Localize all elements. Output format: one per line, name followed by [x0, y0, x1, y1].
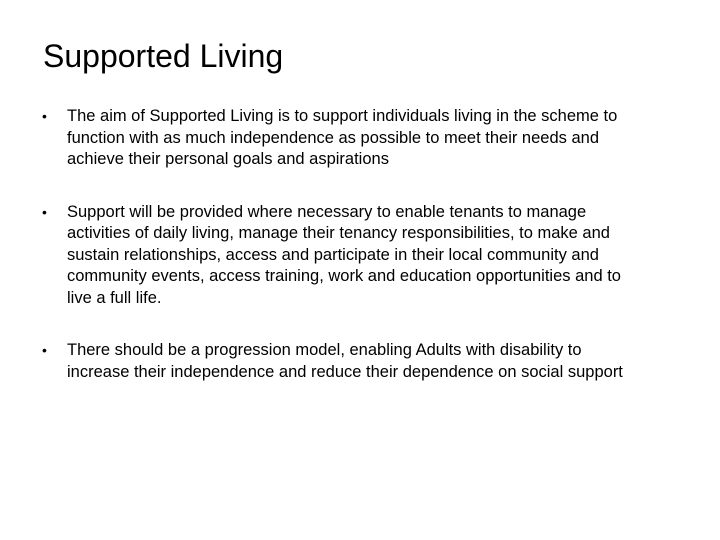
bullet-dot-icon: •	[42, 342, 47, 358]
bullet-text: Support will be provided where necessary to enable tenants to manage activities of daily living, manage their tenancy responsibilities, to make and sustain relationships, access and participate in their local community and community events, access training, work and education opportunities and to live a full life.	[67, 202, 621, 307]
bullet-dot-icon: •	[42, 108, 47, 124]
bullet-item-progression	[0, 340, 687, 383]
bullet-item-aim	[0, 106, 687, 171]
bullet-text: The aim of Supported Living is to support individuals living in the scheme to function with as much independence as possible to meet their needs and achieve their personal goals and aspirations	[67, 107, 618, 168]
bullet-list	[0, 106, 720, 383]
bullet-text: There should be a progression model, enabling Adults with disability to increase their independence and reduce their dependence on social support	[67, 341, 623, 381]
bullet-dot-icon: •	[42, 203, 47, 220]
slide-title: Supported Living	[43, 38, 284, 74]
bullet-item-support	[0, 202, 687, 310]
